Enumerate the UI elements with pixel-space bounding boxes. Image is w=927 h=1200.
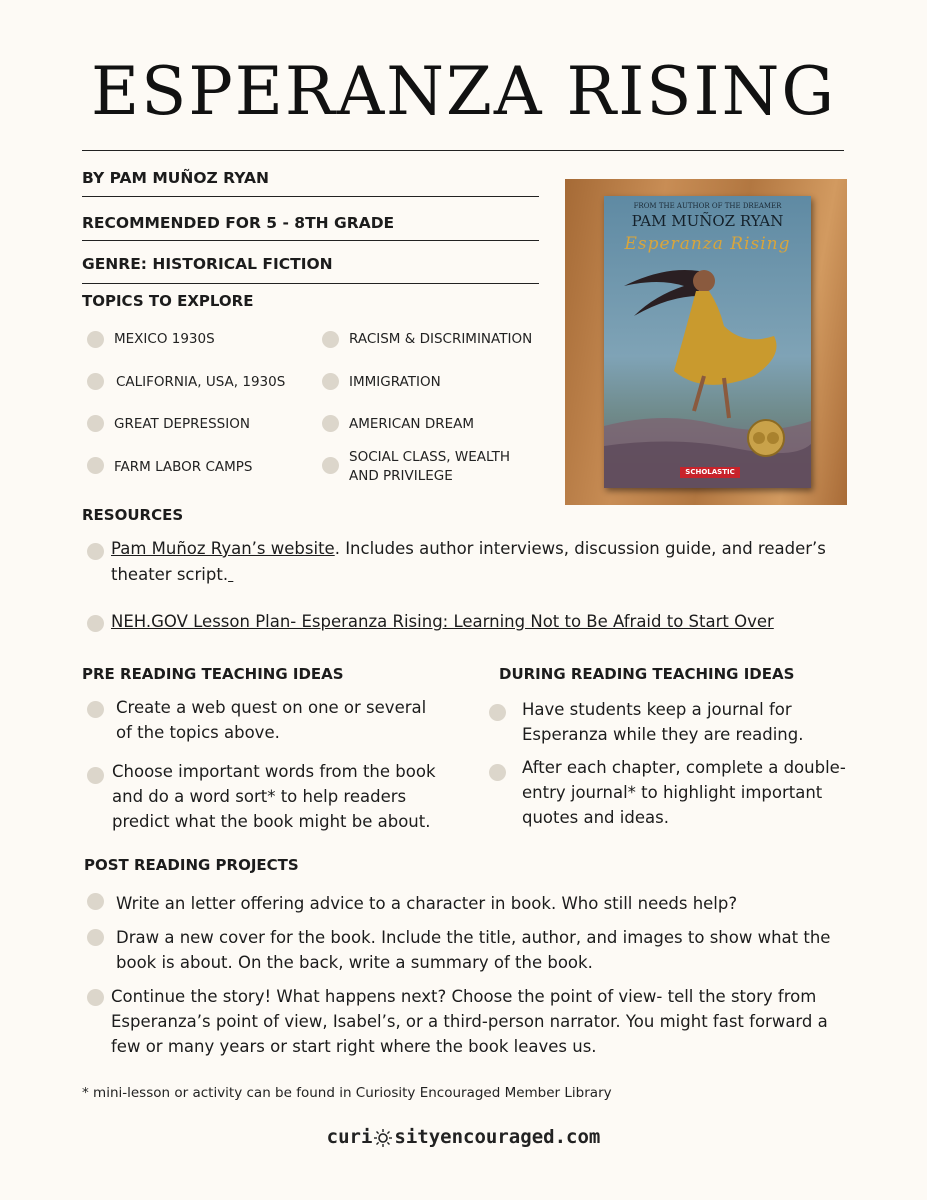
brand-text: sityencouraged.com <box>394 1126 601 1148</box>
during-reading-item: After each chapter, complete a double- entry journal* to highlight important quotes and ideas. <box>522 758 846 827</box>
divider <box>82 240 539 241</box>
topic-item: SOCIAL CLASS, WEALTH <box>349 449 511 465</box>
bullet-icon <box>322 373 339 390</box>
topic-item: RACISM & DISCRIMINATION <box>349 331 533 347</box>
author-line: BY PAM MUÑOZ RYAN <box>82 169 269 187</box>
title-divider <box>82 150 844 151</box>
book-cover <box>604 196 811 488</box>
bullet-icon <box>87 373 104 390</box>
bullet-icon <box>322 415 339 432</box>
post-reading-heading: POST READING PROJECTS <box>84 856 299 874</box>
topic-item: GREAT DEPRESSION <box>114 416 250 432</box>
resources-heading: RESOURCES <box>82 506 184 524</box>
resource-description-continued: theater script. <box>111 565 229 584</box>
bullet-icon <box>322 331 339 348</box>
topic-item: AMERICAN DREAM <box>349 416 475 432</box>
book-cover-photo <box>565 179 847 505</box>
page-title: ESPERANZA RISING <box>90 53 837 130</box>
bullet-icon <box>87 893 104 910</box>
publisher-logo: SCHOLASTIC <box>680 467 740 478</box>
bullet-icon <box>87 331 104 348</box>
genre-line: GENRE: HISTORICAL FICTION <box>82 255 333 273</box>
during-reading-heading: DURING READING TEACHING IDEAS <box>499 665 795 683</box>
pre-reading-heading: PRE READING TEACHING IDEAS <box>82 665 344 683</box>
footnote: * mini-lesson or activity can be found in Curiosity Encouraged Member Library <box>82 1085 612 1101</box>
resource-description: . Includes author interviews, discussion guide, and reader’s <box>334 539 826 558</box>
topics-heading: TOPICS TO EXPLORE <box>82 292 254 310</box>
pre-reading-item: Create a web quest on one or several of the topics above. <box>116 698 427 742</box>
bullet-icon <box>87 989 104 1006</box>
bullet-icon <box>87 929 104 946</box>
divider <box>82 196 539 197</box>
bullet-icon <box>87 767 104 784</box>
brand-text: curi <box>326 1126 373 1148</box>
bullet-icon <box>87 615 104 632</box>
during-reading-item: Have students keep a journal for Esperanza while they are reading. <box>522 700 804 744</box>
bullet-icon <box>87 415 104 432</box>
cover-illustration <box>604 196 811 488</box>
author-website-link[interactable]: Pam Muñoz Ryan’s website <box>111 539 335 558</box>
bullet-icon <box>87 543 104 560</box>
cover-tagline: FROM THE AUTHOR OF THE DREAMER <box>633 202 782 210</box>
bullet-icon <box>87 457 104 474</box>
divider <box>82 283 539 284</box>
brand-logo <box>0 1126 927 1148</box>
bullet-icon <box>87 701 104 718</box>
grade-line: RECOMMENDED FOR 5 - 8TH GRADE <box>82 214 395 232</box>
bullet-icon <box>322 457 339 474</box>
topic-item: CALIFORNIA, USA, 1930S <box>116 374 286 390</box>
cover-title: Esperanza Rising <box>624 234 791 254</box>
topic-item: IMMIGRATION <box>349 374 441 390</box>
neh-lesson-plan-link[interactable]: NEH.GOV Lesson Plan- Esperanza Rising: Learning Not to Be Afraid to Start Over <box>111 612 774 631</box>
resource-item <box>111 536 871 561</box>
sun-icon <box>373 1128 393 1148</box>
bullet-icon <box>489 704 506 721</box>
pre-reading-item: Choose important words from the book and do a word sort* to help readers predict what the book might be about. <box>112 762 436 831</box>
cover-author: PAM MUÑOZ RYAN <box>631 212 784 230</box>
bullet-icon <box>489 764 506 781</box>
topic-item-continued: AND PRIVILEGE <box>349 468 453 484</box>
post-reading-item: Write an letter offering advice to a character in book. Who still needs help? <box>116 894 738 913</box>
post-reading-item: Continue the story! What happens next? Choose the point of view- tell the story from Esperanza’s point of view, Isabel’s, or a third-person narrator. You might fast forward a few or many years or start right where the book leaves us. <box>111 987 828 1056</box>
topic-item: MEXICO 1930S <box>114 331 215 347</box>
post-reading-item: Draw a new cover for the book. Include the title, author, and images to show what the book is about. On the back, write a summary of the book. <box>116 928 831 972</box>
topic-item: FARM LABOR CAMPS <box>114 459 253 475</box>
